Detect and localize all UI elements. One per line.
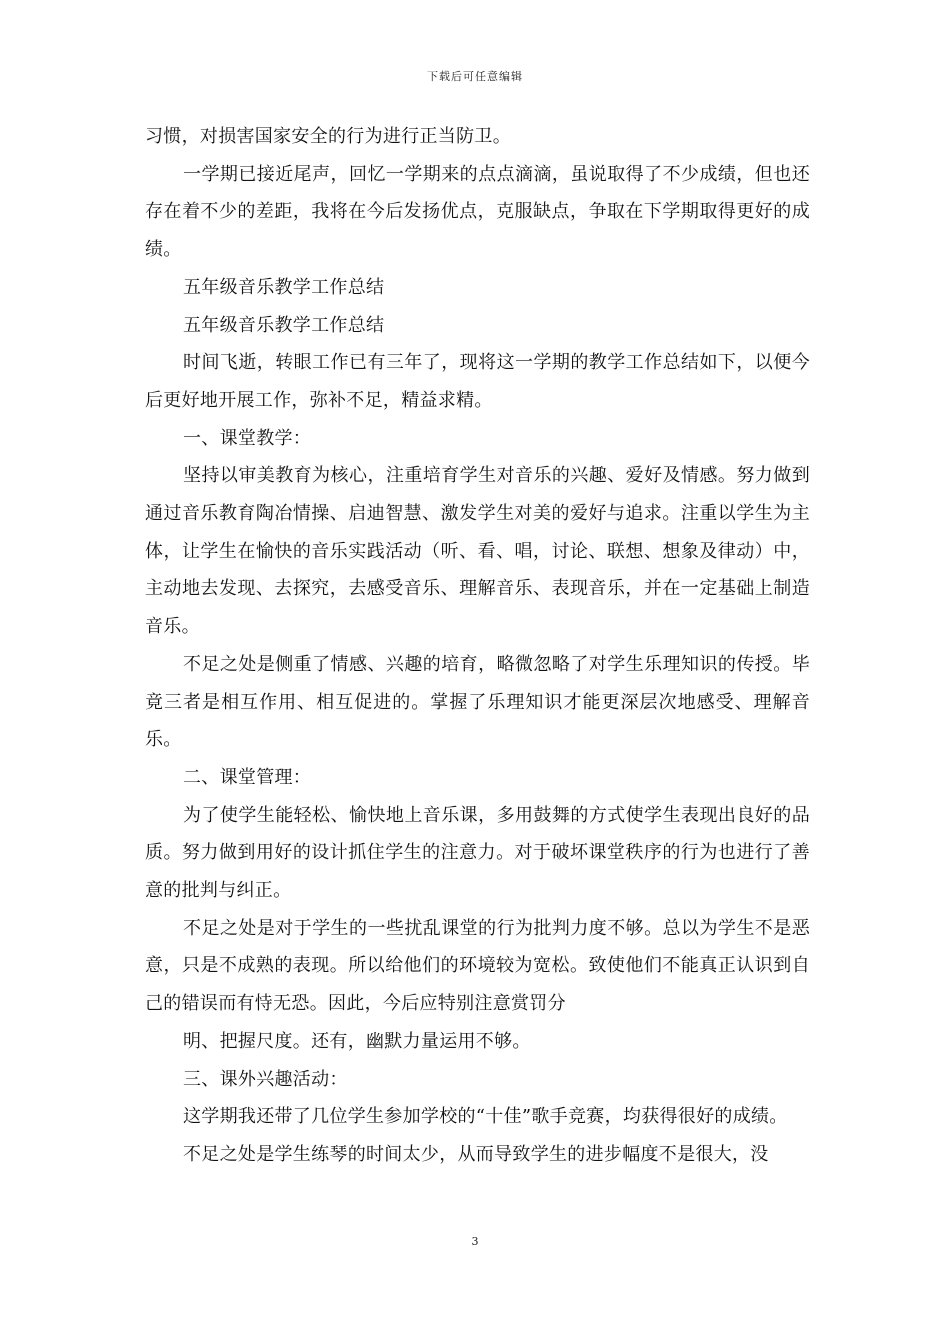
paragraph: 时间飞逝，转眼工作已有三年了，现将这一学期的教学工作总结如下，以便今后更好地开展工作，弥补不足，精益求精。 [145,352,810,411]
section-title: 五年级音乐教学工作总结 [183,276,385,298]
paragraph: 明、把握尺度。还有，幽默力量运用不够。 [183,1030,531,1052]
paragraph: 不足之处是对于学生的一些扰乱课堂的行为批判力度不够。总以为学生不是恶意，只是不成熟的表现。所以给他们的环境较为宽松。致使他们不能真正认识到自己的错误而有恃无恐。因此，今后应特别注意赏罚分 [145,917,810,1015]
section-heading: 一、课堂教学： [183,427,312,449]
paragraph: 一学期已接近尾声，回忆一学期来的点点滴滴，虽说取得了不少成绩，但也还存在着不少的差距，我将在今后发扬优点，克服缺点，争取在下学期取得更好的成绩。 [145,163,810,261]
section-title: 五年级音乐教学工作总结 [183,314,385,336]
paragraph: 不足之处是侧重了情感、兴趣的培育，略微忽略了对学生乐理知识的传授。毕竟三者是相互作用、相互促进的。掌握了乐理知识才能更深层次地感受、理解音乐。 [145,653,810,751]
section-heading: 二、课堂管理： [183,766,312,788]
section-heading: 三、课外兴趣活动： [183,1068,348,1090]
paragraph: 为了使学生能轻松、愉快地上音乐课，多用鼓舞的方式使学生表现出良好的品质。努力做到用好的设计抓住学生的注意力。对于破坏课堂秩序的行为也进行了善意的批判与纠正。 [145,804,810,902]
paragraph: 不足之处是学生练琴的时间太少，从而导致学生的进步幅度不是很大，没 [183,1143,769,1165]
paragraph: 坚持以审美教育为核心，注重培育学生对音乐的兴趣、爱好及情感。努力做到通过音乐教育陶冶情操、启迪智慧、激发学生对美的爱好与追求。注重以学生为主体，让学生在愉快的音乐实践活动（听、看、唱，讨论、联想、想象及律动）中，主动地去发现、去探究，去感受音乐、理解音乐、表现音乐，并在一定基础上制造音乐。 [145,465,810,638]
paragraph: 习惯，对损害国家安全的行为进行正当防卫。 [145,126,511,147]
page-header: 下载后可任意编辑 [427,70,523,83]
paragraph: 这学期我还带了几位学生参加学校的“十佳”歌手竞赛，均获得很好的成绩。 [183,1106,788,1128]
document-body [145,118,810,1174]
page-number: 3 [471,1235,479,1248]
